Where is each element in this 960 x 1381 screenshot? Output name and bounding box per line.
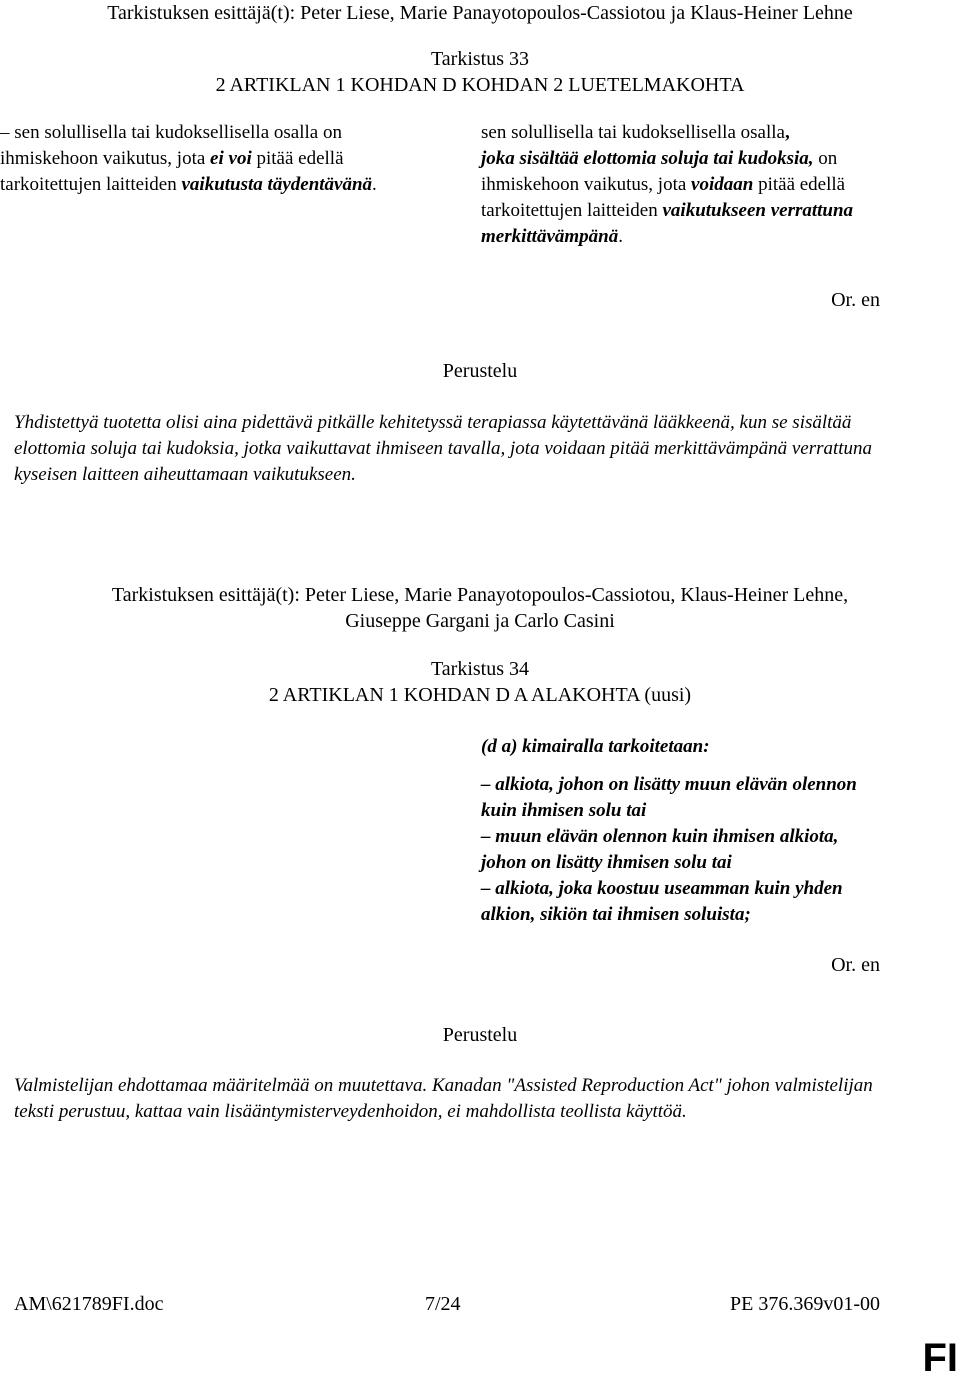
amendment-34-amended-text: [481, 734, 881, 928]
amended-text-emphasis: vaikutukseen verrattuna merkittävämpänä: [481, 200, 854, 247]
commission-text-emphasis: ei voi: [210, 148, 252, 169]
commission-text-emphasis: vaikutusta täydentävänä: [181, 174, 373, 195]
commission-text-part: .: [372, 174, 377, 195]
amendment-33-number: Tarkistus 33: [430, 48, 530, 70]
amended-text-emphasis: joka sisältää elottomia soluja tai kudoksia,: [481, 148, 814, 169]
footer-language-mark: FI: [922, 1336, 958, 1380]
chimera-definition-item: – muun elävän olennon kuin ihmisen alkiota, johon on lisätty ihmisen solu tai: [481, 826, 839, 873]
amendment-34-justification: Valmistelijan ehdottamaa määritelmää on muutettava. Kanadan "Assisted Reproduction Act" johon valmistelijan teksti perustuu, kattaa vain lisääntymisterveydenhoidon, ei mahdollista teollista käyttöä.: [14, 1075, 873, 1122]
amendment-34-author-line-1: Tarkistuksen esittäjä(t): Peter Liese, Marie Panayotopoulos-Cassiotou, Klaus-Heiner Lehne,: [111, 584, 849, 606]
amendment-33-amended-text: [481, 120, 901, 250]
footer-pe-reference: PE 376.369v01-00: [730, 1293, 880, 1315]
commission-text-part: – sen solullisella tai kudoksellisella osalla on ihmiskehoon vaikutus, jota: [0, 122, 342, 169]
amendment-33-justification: Yhdistettyä tuotetta olisi aina pidettävä pitkälle kehitetyssä terapiassa käytettävänä lääkkeenä, kun se sisältää elottomia soluja tai kudoksia, jotka vaikuttavat ihmiseen tavalla, jota voidaan pitää merkittävämpänä verrattuna kyseisen laitteen aiheuttamaan vaikutukseen.: [14, 412, 873, 485]
amendment-33-original-language: Or. en: [831, 289, 880, 311]
amendment-34-original-language: Or. en: [831, 954, 880, 976]
footer-document-reference: AM\621789FI.doc: [14, 1293, 164, 1315]
chimera-definition-item: – alkiota, joka koostuu useamman kuin yhden alkion, sikiön tai ihmisen soluista;: [481, 878, 843, 925]
amendment-33-commission-text: [0, 120, 420, 198]
commission-text-part: pitää edellä tarkoitettujen laitteiden: [0, 148, 344, 195]
amended-text-part: on ihmiskehoon vaikutus, jota: [481, 148, 838, 195]
amendment-33-reference: 2 ARTIKLAN 1 KOHDAN D KOHDAN 2 LUETELMAKOHTA: [215, 74, 745, 96]
amended-text-part: .: [618, 226, 623, 247]
amended-text-part: pitää edellä tarkoitettujen laitteiden: [481, 174, 846, 221]
amendment-33-justification-heading: Perustelu: [442, 360, 518, 382]
amendment-34-reference: 2 ARTIKLAN 1 KOHDAN D A ALAKOHTA (uusi): [268, 684, 692, 706]
amendment-34-number: Tarkistus 34: [430, 658, 530, 680]
amendment-34-author-line-2: Giuseppe Gargani ja Carlo Casini: [345, 610, 615, 632]
amended-text-emphasis: ,: [784, 122, 790, 143]
chimera-definition-intro: (d a) kimairalla tarkoitetaan:: [481, 736, 710, 757]
amended-text-emphasis: voidaan: [691, 174, 754, 195]
amendment-33-author: Tarkistuksen esittäjä(t): Peter Liese, Marie Panayotopoulos-Cassiotou ja Klaus-Heiner Lehne: [107, 2, 853, 24]
amendment-34-justification-heading: Perustelu: [442, 1024, 518, 1046]
amended-text-part: sen solullisella tai kudoksellisella osalla: [481, 122, 785, 143]
chimera-definition-item: – alkiota, johon on lisätty muun elävän olennon kuin ihmisen solu tai: [481, 774, 857, 821]
footer-page-number: 7/24: [425, 1293, 461, 1315]
